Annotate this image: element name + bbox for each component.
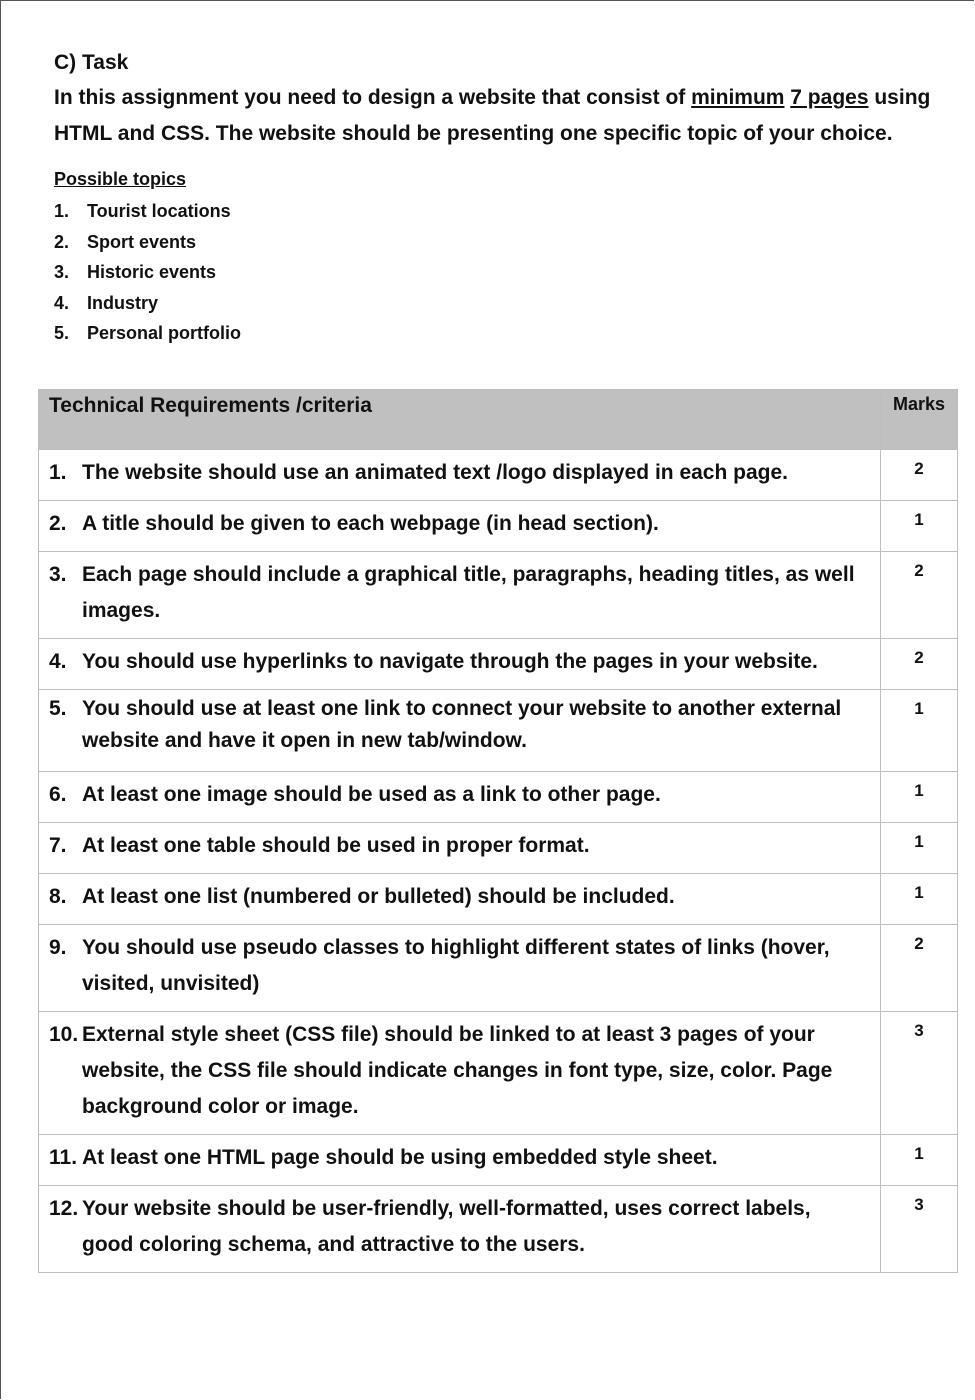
- marks-cell: 2: [881, 639, 958, 690]
- criteria-text: At least one table should be used in proper format.: [82, 834, 590, 857]
- marks-cell: 1: [881, 1135, 958, 1186]
- criteria-number: 2.: [49, 512, 67, 535]
- list-item: [54, 318, 934, 349]
- table-row: [39, 823, 958, 874]
- criteria-number: 10.: [49, 1023, 79, 1046]
- criteria-number: 8.: [49, 885, 67, 908]
- table-row: [39, 552, 958, 639]
- table-row: [39, 874, 958, 925]
- topic-text: Tourist locations: [87, 201, 231, 221]
- criteria-number: 4.: [49, 650, 67, 673]
- criteria-number: 5.: [49, 697, 67, 720]
- criteria-cell: [39, 925, 881, 1012]
- criteria-text: At least one image should be used as a link to other page.: [82, 783, 661, 806]
- marks-cell: 3: [881, 1186, 958, 1273]
- table-row: [39, 690, 958, 772]
- intro-minimum: minimum: [691, 86, 785, 109]
- criteria-number: 12.: [49, 1197, 79, 1220]
- criteria-text: You should use pseudo classes to highlight different states of links (hover, visited, unvisited): [82, 936, 830, 995]
- table-row: [39, 501, 958, 552]
- criteria-cell: [39, 639, 881, 690]
- table-row: [39, 925, 958, 1012]
- topics-list: [54, 196, 934, 349]
- intro-part1: In this assignment you need to design a website that consist of: [54, 86, 692, 109]
- topic-number: 4.: [54, 292, 70, 313]
- criteria-text: You should use at least one link to connect your website to another external website and have it open in new tab/window.: [82, 697, 842, 752]
- criteria-text: A title should be given to each webpage (in head section).: [82, 512, 659, 535]
- criteria-text: At least one list (numbered or bulleted) should be included.: [82, 885, 675, 908]
- criteria-text: You should use hyperlinks to navigate through the pages in your website.: [82, 650, 818, 673]
- task-heading: C) Task: [54, 51, 129, 74]
- criteria-cell: [39, 1012, 881, 1135]
- criteria-text: Your website should be user-friendly, well-formatted, uses correct labels, good coloring schema, and attractive to the users.: [82, 1197, 811, 1256]
- criteria-cell: [39, 823, 881, 874]
- criteria-number: 11.: [49, 1146, 78, 1169]
- criteria-cell: [39, 501, 881, 552]
- table-row: [39, 1186, 958, 1273]
- criteria-number: 9.: [49, 936, 67, 959]
- criteria-number: 1.: [49, 461, 67, 484]
- header-marks: Marks: [881, 390, 958, 450]
- criteria-number: 6.: [49, 783, 67, 806]
- criteria-cell: [39, 552, 881, 639]
- table-row: [39, 772, 958, 823]
- topic-text: Historic events: [87, 262, 217, 282]
- marks-cell: 1: [881, 690, 958, 772]
- criteria-cell: [39, 1186, 881, 1273]
- table-header-row: [39, 390, 958, 450]
- topic-number: 3.: [54, 262, 70, 282]
- topic-number: 2.: [54, 231, 70, 252]
- table-row: [39, 450, 958, 501]
- list-item: [54, 196, 934, 227]
- intro-pages: 7 pages: [790, 86, 869, 109]
- criteria-number: 7.: [49, 834, 67, 857]
- criteria-cell: [39, 690, 881, 772]
- marks-cell: 1: [881, 823, 958, 874]
- table-row: [39, 639, 958, 690]
- marks-cell: 1: [881, 874, 958, 925]
- requirements-table: [38, 389, 958, 1273]
- topic-number: 1.: [54, 201, 70, 221]
- header-criteria: Technical Requirements /criteria: [39, 390, 881, 450]
- criteria-number: 3.: [49, 563, 67, 586]
- topic-text: Sport events: [87, 231, 197, 252]
- criteria-text: At least one HTML page should be using embedded style sheet.: [82, 1146, 718, 1169]
- marks-cell: 2: [881, 552, 958, 639]
- table-row: [39, 1012, 958, 1135]
- topic-text: Industry: [87, 292, 159, 313]
- marks-cell: 2: [881, 450, 958, 501]
- list-item: [54, 288, 934, 319]
- marks-cell: 1: [881, 772, 958, 823]
- criteria-cell: [39, 874, 881, 925]
- criteria-text: Each page should include a graphical title, paragraphs, heading titles, as well images.: [82, 563, 855, 622]
- task-section: [54, 48, 934, 349]
- criteria-cell: [39, 450, 881, 501]
- criteria-text: External style sheet (CSS file) should be linked to at least 3 pages of your website, the CSS file should indicate changes in font type, size, color. Page background color or image.: [82, 1023, 833, 1118]
- topic-text: Personal portfolio: [87, 323, 242, 343]
- table-row: [39, 1135, 958, 1186]
- intro-part2: using HTML and CSS. The website should be presenting one specific topic of your choice.: [54, 86, 931, 145]
- marks-cell: 3: [881, 1012, 958, 1135]
- topics-label: Possible topics: [54, 169, 187, 189]
- list-item: [54, 257, 934, 288]
- criteria-text: The website should use an animated text /logo displayed in each page.: [82, 461, 788, 484]
- marks-cell: 1: [881, 501, 958, 552]
- criteria-cell: [39, 772, 881, 823]
- list-item: [54, 227, 934, 258]
- criteria-cell: [39, 1135, 881, 1186]
- marks-cell: 2: [881, 925, 958, 1012]
- topic-number: 5.: [54, 323, 70, 343]
- task-intro: [54, 80, 934, 152]
